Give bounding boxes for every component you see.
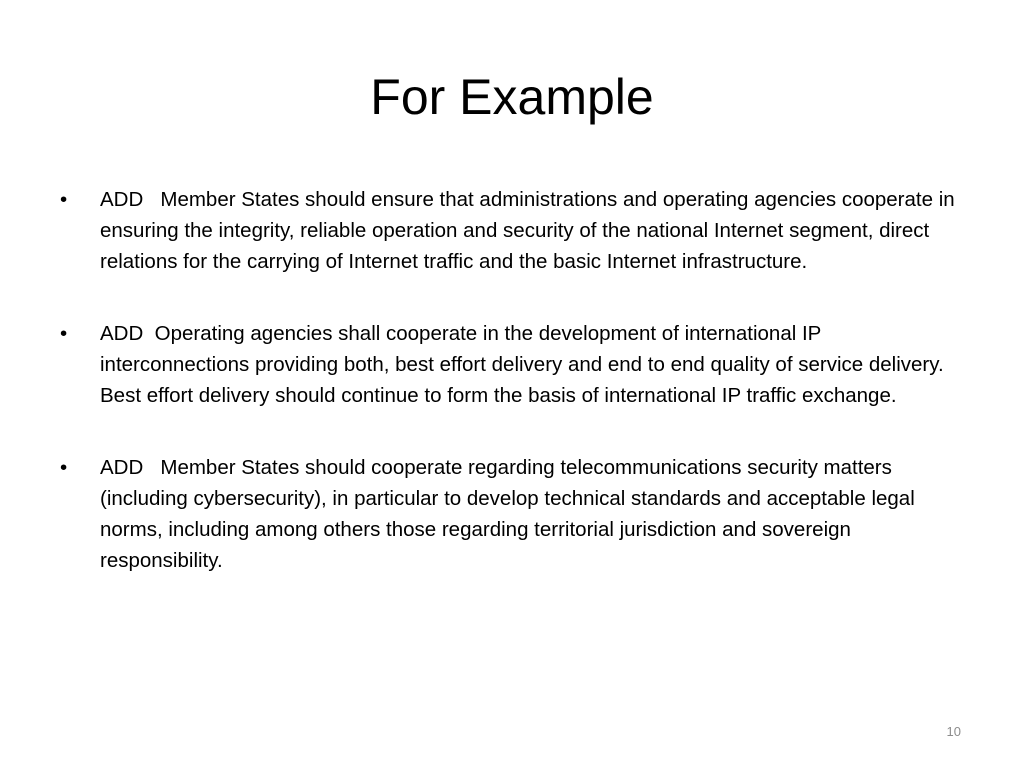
bullet-icon: • <box>60 188 68 211</box>
bullet-item <box>56 318 964 411</box>
bullet-list <box>56 184 964 617</box>
bullet-text: ADD Operating agencies shall cooperate in the development of international IP interconnections providing both, best effort delivery and end to end quality of service delivery. Best effort delivery should continue to form the basis of international IP traffic exchange. <box>100 322 950 407</box>
page-number: 10 <box>946 724 961 739</box>
bullet-text: ADD Member States should cooperate regarding telecommunications security matters (including cybersecurity), in particular to develop technical standards and acceptable legal norms, including among others those regarding territorial jurisdiction and sovereign responsibility. <box>100 456 921 572</box>
bullet-item <box>56 452 964 576</box>
bullet-icon: • <box>60 322 68 345</box>
bullet-item <box>56 184 964 277</box>
bullet-icon: • <box>60 456 68 479</box>
bullet-text: ADD Member States should ensure that administrations and operating agencies cooperate in ensuring the integrity, reliable operation and security of the national Internet segment, direct relations for the carrying of Internet traffic and the basic Internet infrastructure. <box>100 188 961 273</box>
slide-title: For Example <box>370 69 654 125</box>
